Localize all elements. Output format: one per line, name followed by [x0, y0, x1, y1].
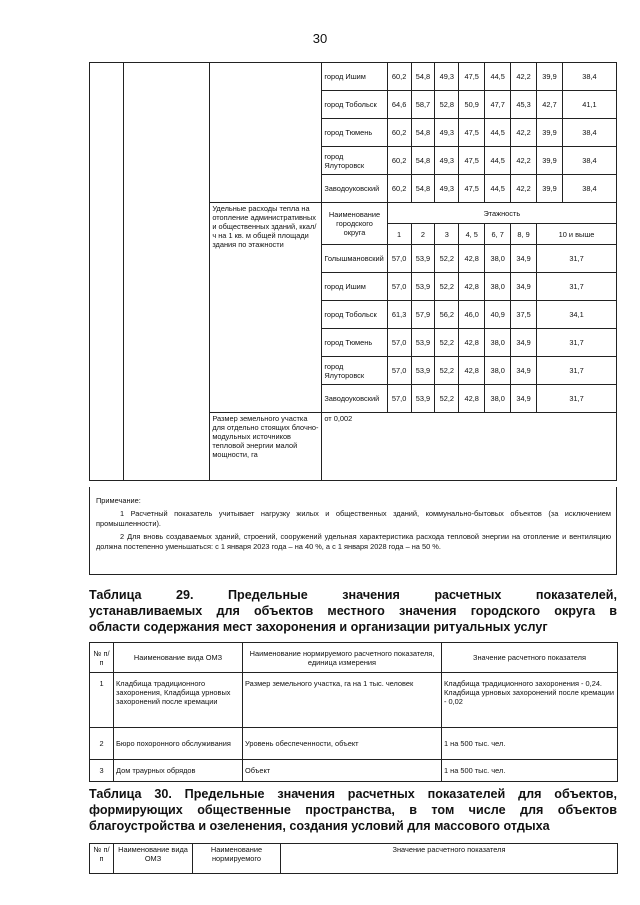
cell-value: 34,9: [511, 357, 537, 385]
t29-header-indicator: Наименование нормируемого расчетного показателя, единица измерения: [243, 643, 442, 673]
t30-header-value: Значение расчетного показателя: [281, 844, 618, 874]
district-name: город Тюмень: [322, 119, 387, 147]
note-item-2: 2 Для вновь создаваемых зданий, строений, сооружений удельная характеристика расхода тепловой энергии на отопление и вентиляцию должна постепенно уменьшаться: с 1 января 2023 года – на 40 %, а с 1 января 2028 года – на 50 %.: [96, 532, 611, 551]
t29-row1-type: Кладбища традиционного захоронения, Кладбища урновых захоронений после кремации: [114, 673, 243, 728]
district-name: город Тюмень: [322, 329, 387, 357]
land-value: от 0,002: [322, 413, 617, 481]
floor-label: 1: [387, 224, 411, 245]
cell-value: 57,0: [387, 357, 411, 385]
cell-value: 61,3: [387, 301, 411, 329]
t29-row2-value: 1 на 500 тыс. чел.: [442, 728, 618, 760]
cell-value: 44,5: [485, 63, 511, 91]
cell-value: 38,4: [562, 175, 616, 203]
note-title: Примечание:: [96, 496, 141, 505]
cell-value: 56,2: [435, 301, 459, 329]
t29-row1-indicator: Размер земельного участка, га на 1 тыс. человек: [243, 673, 442, 728]
cell-value: 44,5: [485, 119, 511, 147]
cell-value: 34,1: [537, 301, 617, 329]
district-name: город Ялуторовск: [322, 147, 387, 175]
cell-value: 53,9: [411, 273, 435, 301]
table-29-caption: Таблица 29. Предельные значения расчетных показателей, устанавливаемых для объектов местного значения городского округа в области содержания мест захоронения и организации ритуальных услуг: [89, 588, 617, 634]
cell-value: 42,2: [511, 147, 537, 175]
district-name: Голышмановский: [322, 245, 387, 273]
cell-value: 49,3: [435, 63, 459, 91]
cell-value: 42,8: [459, 245, 485, 273]
cell-value: 57,9: [411, 301, 435, 329]
floor-label: 10 и выше: [537, 224, 617, 245]
cell-value: 47,5: [459, 175, 485, 203]
district-name: город Ялуторовск: [322, 357, 387, 385]
cell-value: 38,0: [485, 329, 511, 357]
table-30-caption: Таблица 30. Предельные значения расчетных показателей для объектов, формирующих общественные пространства, в том числе для объектов благоустройства и озеленения, создания условий для массового отдыха: [89, 787, 617, 833]
district-name: город Тобольск: [322, 301, 387, 329]
cell-value: 39,9: [537, 175, 563, 203]
cell-value: 42,8: [459, 329, 485, 357]
cell-value: 53,9: [411, 385, 435, 413]
cell-value: 58,7: [411, 91, 435, 119]
cell-value: 46,0: [459, 301, 485, 329]
cell-value: 47,5: [459, 63, 485, 91]
floors-header: Этажность: [387, 203, 616, 224]
district-name: город Ишим: [322, 63, 387, 91]
district-header: Наименование городского округа: [322, 203, 387, 245]
cell-value: 31,7: [537, 273, 617, 301]
cell-value: 57,0: [387, 273, 411, 301]
cell-value: 53,9: [411, 357, 435, 385]
t29-row3-type: Дом траурных обрядов: [114, 760, 243, 782]
cell-value: 38,4: [562, 147, 616, 175]
cell-value: 60,2: [387, 119, 411, 147]
cell-value: 42,2: [511, 63, 537, 91]
col-num-blank: [90, 63, 124, 481]
cell-value: 54,8: [411, 119, 435, 147]
note-item-1: 1 Расчетный показатель учитывает нагрузку жилых и общественных зданий, коммунально-бытовых объектов (за исключением промышленности).: [96, 509, 611, 528]
cell-value: 38,0: [485, 245, 511, 273]
cell-value: 31,7: [537, 329, 617, 357]
table-note: [89, 487, 617, 575]
cell-value: 45,3: [511, 91, 537, 119]
cell-value: 47,5: [459, 147, 485, 175]
table-28-continuation: [89, 62, 617, 481]
cell-value: 57,0: [387, 385, 411, 413]
cell-value: 34,9: [511, 329, 537, 357]
cell-value: 42,2: [511, 119, 537, 147]
cell-value: 49,3: [435, 147, 459, 175]
cell-value: 38,4: [562, 63, 616, 91]
district-name: Заводоуковский: [322, 175, 387, 203]
table-row: [90, 63, 617, 91]
cell-value: 52,2: [435, 385, 459, 413]
t29-row1-num: 1: [90, 673, 114, 728]
t29-row2-type: Бюро похоронного обслуживания: [114, 728, 243, 760]
cell-value: 60,2: [387, 63, 411, 91]
floor-label: 4, 5: [459, 224, 485, 245]
cell-value: 52,2: [435, 357, 459, 385]
cell-value: 57,0: [387, 245, 411, 273]
cell-value: 39,9: [537, 63, 563, 91]
cell-value: 64,6: [387, 91, 411, 119]
cell-value: 47,7: [485, 91, 511, 119]
t29-header-num: № п/п: [90, 643, 114, 673]
cell-value: 44,5: [485, 175, 511, 203]
cell-value: 41,1: [562, 91, 616, 119]
cell-value: 42,8: [459, 357, 485, 385]
cell-value: 57,0: [387, 329, 411, 357]
cell-value: 42,8: [459, 385, 485, 413]
cell-value: 34,9: [511, 385, 537, 413]
t30-header-num: № п/п: [90, 844, 114, 874]
land-indicator-label: Размер земельного участка для отдельно стоящих блочно-модульных источников тепловой энергии малой мощности, га: [210, 413, 322, 481]
cell-value: 42,2: [511, 175, 537, 203]
t29-row3-num: 3: [90, 760, 114, 782]
district-name: город Тобольск: [322, 91, 387, 119]
floor-label: 3: [435, 224, 459, 245]
t29-row3-indicator: Объект: [243, 760, 442, 782]
cell-value: 52,2: [435, 273, 459, 301]
cell-value: 52,2: [435, 329, 459, 357]
t30-header-indicator: Наименование нормируемого: [193, 844, 281, 874]
cell-value: 44,5: [485, 147, 511, 175]
cell-value: 53,9: [411, 329, 435, 357]
cell-value: 34,9: [511, 245, 537, 273]
col-type-blank: [124, 63, 210, 481]
cell-value: 39,9: [537, 147, 563, 175]
cell-value: 38,0: [485, 273, 511, 301]
cell-value: 38,0: [485, 385, 511, 413]
cell-value: 42,7: [537, 91, 563, 119]
cell-value: 52,2: [435, 245, 459, 273]
district-name: город Ишим: [322, 273, 387, 301]
cell-value: 54,8: [411, 63, 435, 91]
t30-header-type: Наименование вида ОМЗ: [114, 844, 193, 874]
cell-value: 31,7: [537, 357, 617, 385]
cell-value: 38,4: [562, 119, 616, 147]
cell-value: 54,8: [411, 147, 435, 175]
table-30: [89, 843, 618, 874]
district-name: Заводоуковский: [322, 385, 387, 413]
floor-label: 2: [411, 224, 435, 245]
cell-value: 54,8: [411, 175, 435, 203]
cell-value: 40,9: [485, 301, 511, 329]
cell-value: 53,9: [411, 245, 435, 273]
cell-value: 38,0: [485, 357, 511, 385]
t29-row2-indicator: Уровень обеспеченности, объект: [243, 728, 442, 760]
t29-row2-num: 2: [90, 728, 114, 760]
cell-value: 50,9: [459, 91, 485, 119]
cell-value: 60,2: [387, 175, 411, 203]
cell-value: 34,9: [511, 273, 537, 301]
cell-value: 49,3: [435, 175, 459, 203]
cell-value: 39,9: [537, 119, 563, 147]
cell-value: 37,5: [511, 301, 537, 329]
t29-row1-value: Кладбища традиционного захоронения - 0,24. Кладбища урновых захоронений после кремации - 0,02: [442, 673, 618, 728]
cell-value: 42,8: [459, 273, 485, 301]
heating-indicator-label: Удельные расходы тепла на отопление административных и общественных зданий, ккал/ч на 1 кв. м общей площади здания по этажности: [210, 203, 322, 413]
t29-header-value: Значение расчетного показателя: [442, 643, 618, 673]
floor-label: 8, 9: [511, 224, 537, 245]
floor-label: 6, 7: [485, 224, 511, 245]
table-29: [89, 642, 618, 782]
cell-value: 49,3: [435, 119, 459, 147]
page-number: 30: [312, 31, 328, 46]
col-indicator-blank: [210, 63, 322, 203]
cell-value: 52,8: [435, 91, 459, 119]
t29-row3-value: 1 на 500 тыс. чел.: [442, 760, 618, 782]
cell-value: 31,7: [537, 245, 617, 273]
cell-value: 47,5: [459, 119, 485, 147]
cell-value: 60,2: [387, 147, 411, 175]
t29-header-type: Наименование вида ОМЗ: [114, 643, 243, 673]
cell-value: 31,7: [537, 385, 617, 413]
